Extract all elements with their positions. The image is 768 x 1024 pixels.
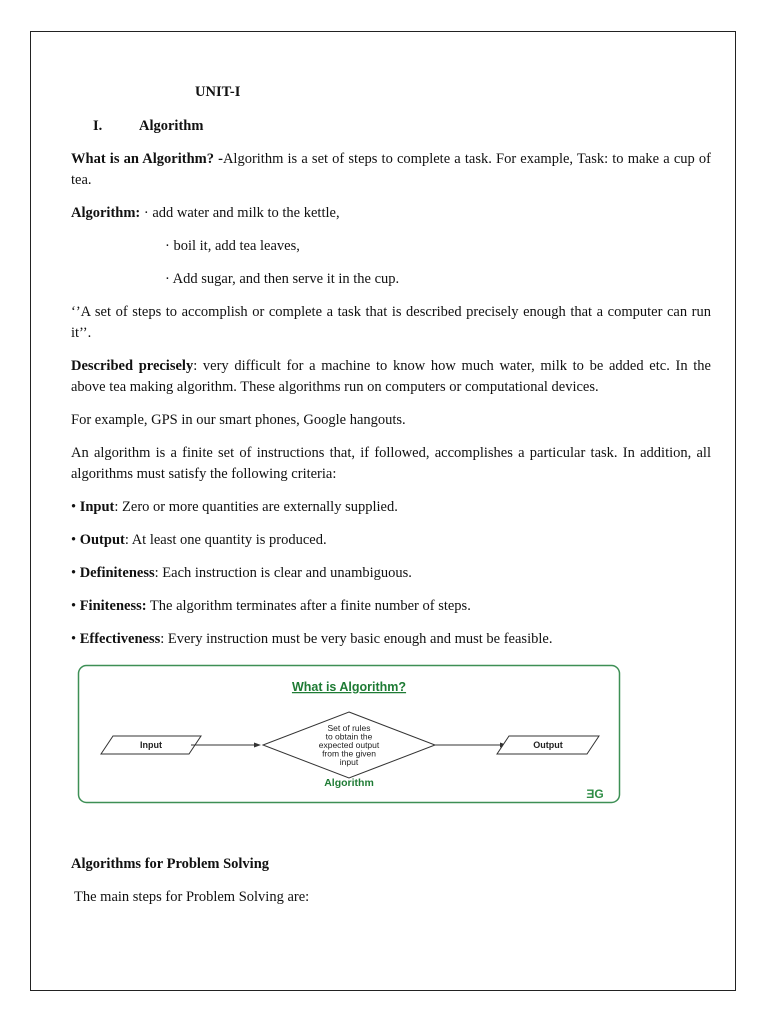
- bullet-glyph: •: [71, 631, 77, 647]
- criteria-output: [71, 530, 711, 551]
- rules-line-4: from the given: [322, 748, 376, 759]
- criteria-name: Input: [79, 499, 115, 515]
- input-label: Input: [140, 740, 162, 750]
- bullet-glyph: •: [71, 532, 77, 548]
- example-paragraph: For example, GPS in our smart phones, Google hangouts.: [71, 412, 406, 428]
- criteria-effectiveness: [71, 629, 711, 650]
- bullet-glyph: •: [71, 598, 77, 614]
- algorithm-step-3: · Add sugar, and then serve it in the cup.: [165, 271, 400, 287]
- rules-line-3: expected output: [318, 740, 380, 750]
- what-is-paragraph: [71, 149, 711, 191]
- criteria-name: Definiteness: [79, 565, 155, 581]
- criteria-name: Effectiveness: [79, 631, 161, 647]
- criteria-desc: : At least one quantity is produced.: [124, 532, 327, 548]
- section-heading: [93, 116, 711, 137]
- unit-title: UNIT-I: [195, 84, 241, 100]
- described-text: : very difficult for a machine to know how much water, milk to be added etc. In the above tea making algorithm. These algorithms run on computers or computational devices.: [71, 358, 711, 395]
- criteria-desc: : Zero or more quantities are externally supplied.: [114, 499, 398, 515]
- main-steps-paragraph: The main steps for Problem Solving are:: [74, 889, 310, 905]
- criteria-desc: : Each instruction is clear and unambiguous.: [154, 565, 412, 581]
- what-is-lead: What is an Algorithm? -: [71, 151, 223, 167]
- section-number: I.: [93, 118, 103, 134]
- criteria-finiteness: [71, 596, 711, 617]
- step-1-text: · add water and milk to the kettle,: [143, 205, 340, 221]
- document-content: [71, 82, 711, 920]
- rules-line-2: to obtain the: [325, 731, 373, 742]
- quote-paragraph: ‘’A set of steps to accomplish or complete a task that is described precisely enough that a computer can run it’’.: [71, 304, 711, 341]
- algorithm-step-2: · boil it, add tea leaves,: [165, 238, 300, 254]
- definition-paragraph: An algorithm is a finite set of instructions that, if followed, accomplishes a particular task. In addition, all algorithms must satisfy the following criteria:: [71, 445, 711, 482]
- bullet-glyph: •: [71, 499, 77, 515]
- algorithm-step-1: [71, 203, 711, 224]
- algorithm-lead: Algorithm:: [71, 205, 141, 221]
- criteria-input: [71, 497, 711, 518]
- diagram-caption: Algorithm: [324, 777, 374, 789]
- rules-line-1: Set of rules: [327, 723, 371, 733]
- algorithm-diagram: [77, 664, 621, 804]
- described-paragraph: [71, 356, 711, 398]
- criteria-desc: : Every instruction must be very basic enough and must be feasible.: [160, 631, 553, 647]
- problem-solving-heading: Algorithms for Problem Solving: [71, 856, 270, 872]
- diagram-svg: [77, 664, 621, 804]
- gfg-logo-icon: ƎG: [586, 787, 604, 801]
- criteria-name: Finiteness:: [79, 598, 147, 614]
- output-label: Output: [533, 740, 563, 750]
- rules-line-5: input: [339, 757, 359, 767]
- section-title: Algorithm: [139, 118, 204, 134]
- criteria-name: Output: [79, 532, 125, 548]
- what-is-text: Algorithm is a set of steps to complete a task. For example, Task: to make a cup of tea.: [71, 151, 712, 188]
- criteria-definiteness: [71, 563, 711, 584]
- criteria-desc: The algorithm terminates after a finite number of steps.: [146, 598, 471, 614]
- described-lead: Described precisely: [71, 358, 194, 374]
- bullet-glyph: •: [71, 565, 77, 581]
- diagram-title: What is Algorithm?: [291, 680, 407, 694]
